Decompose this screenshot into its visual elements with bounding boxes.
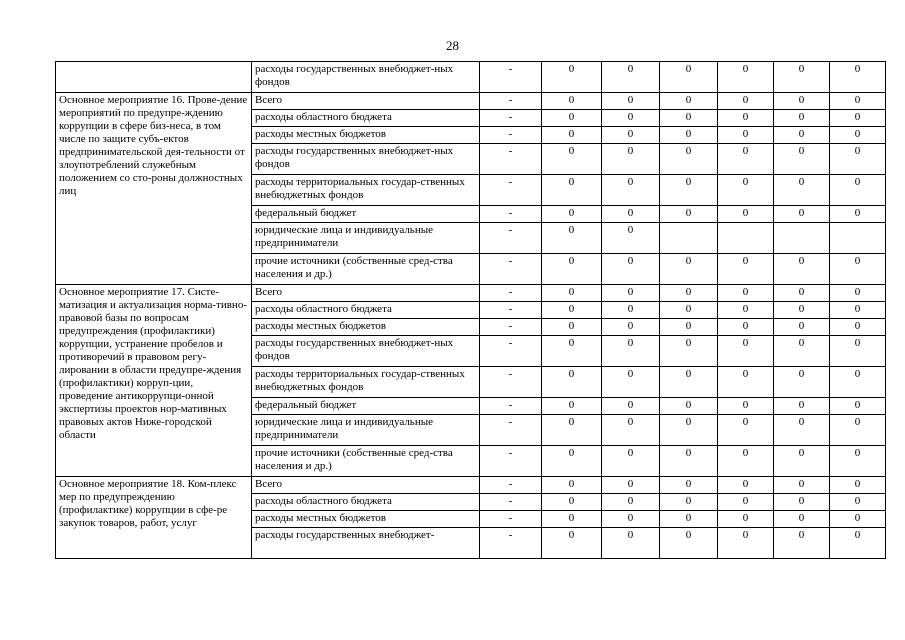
value-cell: 0 [830, 62, 886, 93]
value-cell: 0 [660, 144, 718, 175]
value-cell: 0 [602, 110, 660, 127]
value-cell: - [480, 398, 542, 415]
funding-source-cell: Всего [252, 93, 480, 110]
value-cell: 0 [774, 367, 830, 398]
value-cell: 0 [660, 93, 718, 110]
value-cell: 0 [830, 206, 886, 223]
value-cell: 0 [660, 285, 718, 302]
value-cell: 0 [542, 254, 602, 285]
value-cell: 0 [718, 336, 774, 367]
value-cell: - [480, 494, 542, 511]
value-cell: 0 [830, 93, 886, 110]
value-cell: 0 [542, 398, 602, 415]
value-cell: 0 [660, 206, 718, 223]
value-cell: 0 [602, 223, 660, 254]
value-cell: 0 [774, 62, 830, 93]
value-cell: 0 [660, 175, 718, 206]
funding-source-cell: прочие источники (собственные сред-ства населения и др.) [252, 254, 480, 285]
measure-cell: Основное мероприятие 18. Ком-плекс мер по предупреждению (профилактике) коррупции в сфе-ре закупок товаров, работ, услуг [56, 477, 252, 559]
funding-source-cell: Всего [252, 285, 480, 302]
value-cell: 0 [542, 446, 602, 477]
funding-source-cell: расходы местных бюджетов [252, 511, 480, 528]
value-cell: 0 [718, 367, 774, 398]
value-cell: 0 [718, 175, 774, 206]
value-cell: 0 [830, 367, 886, 398]
value-cell: - [480, 254, 542, 285]
value-cell: 0 [660, 367, 718, 398]
value-cell: - [480, 477, 542, 494]
value-cell: 0 [602, 206, 660, 223]
value-cell: 0 [660, 110, 718, 127]
value-cell: 0 [542, 511, 602, 528]
value-cell: 0 [830, 254, 886, 285]
funding-source-cell: расходы местных бюджетов [252, 127, 480, 144]
value-cell: 0 [602, 175, 660, 206]
funding-source-cell: федеральный бюджет [252, 206, 480, 223]
value-cell: 0 [774, 398, 830, 415]
value-cell: 0 [718, 528, 774, 559]
value-cell: 0 [602, 127, 660, 144]
value-cell: 0 [830, 477, 886, 494]
value-cell: 0 [718, 494, 774, 511]
value-cell: 0 [602, 367, 660, 398]
value-cell: 0 [542, 477, 602, 494]
value-cell: 0 [718, 127, 774, 144]
value-cell: 0 [774, 494, 830, 511]
value-cell: 0 [602, 398, 660, 415]
value-cell: 0 [602, 511, 660, 528]
value-cell: - [480, 528, 542, 559]
value-cell: 0 [660, 494, 718, 511]
funding-source-cell: расходы государственных внебюджет-ных фондов [252, 62, 480, 93]
value-cell: 0 [830, 175, 886, 206]
value-cell: - [480, 446, 542, 477]
value-cell: 0 [542, 319, 602, 336]
funding-source-cell: расходы территориальных государ-ственных внебюджетных фондов [252, 367, 480, 398]
funding-source-cell: расходы местных бюджетов [252, 319, 480, 336]
value-cell: 0 [602, 319, 660, 336]
value-cell: 0 [830, 511, 886, 528]
value-cell: 0 [660, 319, 718, 336]
value-cell: - [480, 110, 542, 127]
funding-source-cell: расходы государственных внебюджет-ных фондов [252, 144, 480, 175]
value-cell: 0 [660, 511, 718, 528]
measure-cell: Основное мероприятие 17. Систе-матизация и актуализация норма-тивно-правовой базы по вопросам предупреждения (профилактики) коррупции, устранение пробелов и противоречий в правовом регу-лировании в области предупре-ждения (профилактики) корруп-ции, проведение антикоррупци-онной экспертизы проектов нор-мативных правовых актов Ниже-городской области [56, 285, 252, 477]
value-cell: 0 [542, 302, 602, 319]
value-cell: 0 [542, 415, 602, 446]
value-cell: - [480, 319, 542, 336]
value-cell: 0 [774, 285, 830, 302]
value-cell: 0 [718, 302, 774, 319]
value-cell: - [480, 62, 542, 93]
value-cell: 0 [542, 62, 602, 93]
value-cell: 0 [718, 144, 774, 175]
value-cell: 0 [774, 319, 830, 336]
value-cell: 0 [542, 223, 602, 254]
value-cell: 0 [774, 144, 830, 175]
value-cell: 0 [718, 446, 774, 477]
value-cell: 0 [718, 398, 774, 415]
value-cell: 0 [542, 285, 602, 302]
funding-source-cell: расходы территориальных государ-ственных внебюджетных фондов [252, 175, 480, 206]
value-cell: 0 [718, 110, 774, 127]
value-cell: 0 [660, 415, 718, 446]
funding-source-cell: расходы государственных внебюджет-ных фондов [252, 336, 480, 367]
value-cell: 0 [602, 302, 660, 319]
measure-cell [56, 62, 252, 93]
value-cell: 0 [830, 285, 886, 302]
value-cell: 0 [660, 446, 718, 477]
value-cell: 0 [830, 127, 886, 144]
value-cell: - [480, 93, 542, 110]
value-cell: 0 [602, 336, 660, 367]
value-cell: 0 [718, 93, 774, 110]
value-cell [718, 223, 774, 254]
value-cell: 0 [830, 110, 886, 127]
value-cell: 0 [542, 127, 602, 144]
value-cell: - [480, 415, 542, 446]
table-row [56, 285, 886, 302]
value-cell: 0 [602, 415, 660, 446]
value-cell: - [480, 127, 542, 144]
value-cell: 0 [602, 254, 660, 285]
funding-source-cell: расходы областного бюджета [252, 302, 480, 319]
value-cell: 0 [830, 302, 886, 319]
value-cell: 0 [718, 62, 774, 93]
budget-table [55, 61, 886, 559]
value-cell: - [480, 223, 542, 254]
value-cell: 0 [774, 127, 830, 144]
value-cell: - [480, 144, 542, 175]
value-cell [830, 223, 886, 254]
value-cell: 0 [602, 446, 660, 477]
value-cell: 0 [660, 62, 718, 93]
table-row [56, 93, 886, 110]
value-cell: 0 [660, 477, 718, 494]
value-cell: 0 [774, 336, 830, 367]
value-cell: 0 [602, 494, 660, 511]
value-cell: 0 [718, 254, 774, 285]
value-cell: 0 [542, 336, 602, 367]
funding-source-cell: юридические лица и индивидуальные предприниматели [252, 223, 480, 254]
value-cell: 0 [542, 93, 602, 110]
funding-source-cell: расходы областного бюджета [252, 494, 480, 511]
value-cell: 0 [660, 398, 718, 415]
value-cell: 0 [542, 110, 602, 127]
value-cell: 0 [660, 528, 718, 559]
value-cell: 0 [774, 415, 830, 446]
value-cell: 0 [718, 206, 774, 223]
value-cell: 0 [602, 93, 660, 110]
value-cell: 0 [830, 494, 886, 511]
value-cell: - [480, 206, 542, 223]
value-cell: 0 [718, 477, 774, 494]
value-cell: 0 [718, 511, 774, 528]
value-cell: 0 [774, 477, 830, 494]
value-cell: - [480, 285, 542, 302]
funding-source-cell: расходы областного бюджета [252, 110, 480, 127]
value-cell: 0 [774, 511, 830, 528]
value-cell: - [480, 367, 542, 398]
value-cell: 0 [602, 285, 660, 302]
value-cell: 0 [542, 175, 602, 206]
value-cell: - [480, 336, 542, 367]
value-cell: 0 [830, 336, 886, 367]
value-cell [774, 223, 830, 254]
measure-cell: Основное мероприятие 16. Прове-дение мероприятий по предупре-ждению коррупции в сфере биз-неса, в том числе по защите субъ-ектов предпринимательской дея-тельности от злоупотреблений служебным положением со сто-роны должностных лиц [56, 93, 252, 285]
value-cell: 0 [602, 477, 660, 494]
funding-source-cell: расходы государственных внебюджет- [252, 528, 480, 559]
value-cell: 0 [602, 62, 660, 93]
value-cell: 0 [542, 367, 602, 398]
value-cell: 0 [542, 528, 602, 559]
value-cell: 0 [660, 336, 718, 367]
value-cell: 0 [542, 494, 602, 511]
value-cell: 0 [542, 206, 602, 223]
value-cell: 0 [774, 110, 830, 127]
value-cell: 0 [774, 93, 830, 110]
value-cell: 0 [602, 528, 660, 559]
funding-source-cell: Всего [252, 477, 480, 494]
value-cell: 0 [830, 446, 886, 477]
value-cell: - [480, 511, 542, 528]
funding-source-cell: федеральный бюджет [252, 398, 480, 415]
page-number: 28 [446, 38, 459, 53]
value-cell: 0 [774, 206, 830, 223]
value-cell: 0 [774, 302, 830, 319]
value-cell: 0 [660, 127, 718, 144]
table-row [56, 477, 886, 494]
value-cell: 0 [830, 319, 886, 336]
value-cell: 0 [830, 528, 886, 559]
value-cell: 0 [542, 144, 602, 175]
value-cell: 0 [660, 302, 718, 319]
value-cell: 0 [718, 319, 774, 336]
value-cell: 0 [774, 254, 830, 285]
value-cell: 0 [660, 254, 718, 285]
funding-source-cell: юридические лица и индивидуальные предприниматели [252, 415, 480, 446]
value-cell: 0 [718, 415, 774, 446]
value-cell: 0 [774, 528, 830, 559]
funding-source-cell: прочие источники (собственные сред-ства населения и др.) [252, 446, 480, 477]
value-cell: 0 [774, 446, 830, 477]
value-cell: 0 [718, 285, 774, 302]
value-cell [660, 223, 718, 254]
value-cell: 0 [830, 144, 886, 175]
value-cell: 0 [830, 398, 886, 415]
value-cell: - [480, 175, 542, 206]
value-cell: 0 [830, 415, 886, 446]
value-cell: - [480, 302, 542, 319]
value-cell: 0 [774, 175, 830, 206]
table-row [56, 62, 886, 93]
value-cell: 0 [602, 144, 660, 175]
